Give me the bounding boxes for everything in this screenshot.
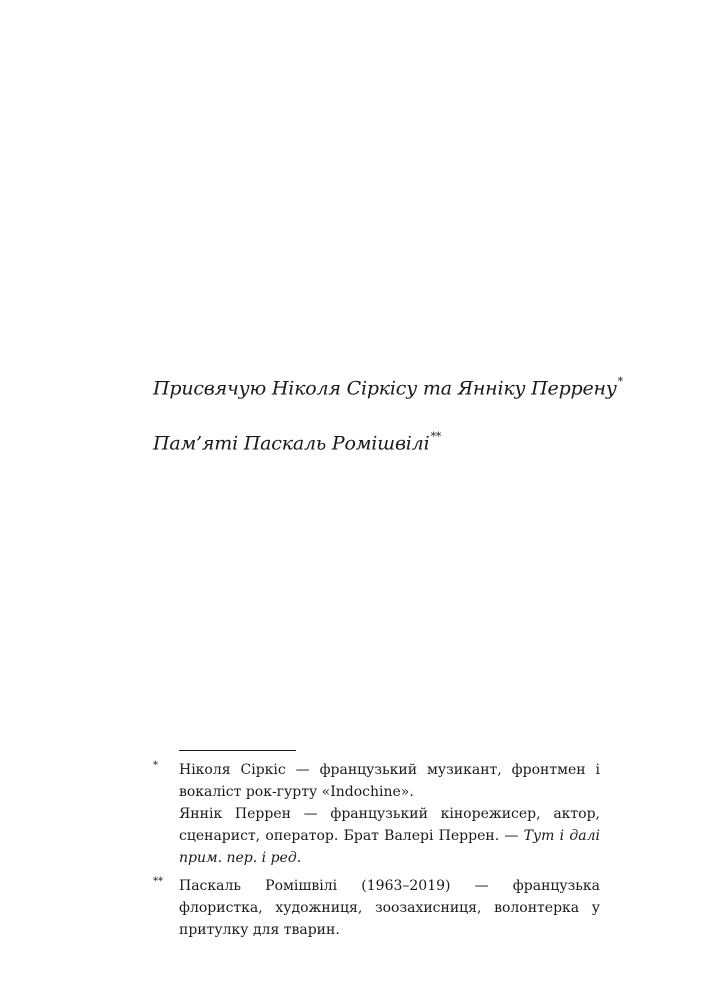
- footnote-marker-2: **: [153, 876, 163, 887]
- footnote-1-paragraph-1: Ніколя Сіркіс — французький музикант, фронтмен і вокаліст рок-гурту «Indochine».: [179, 762, 600, 800]
- footnote-2: [153, 875, 600, 941]
- footnote-ref-1[interactable]: *: [617, 375, 623, 388]
- footnote-separator: [179, 750, 296, 751]
- footnote-1-paragraph-2-text: Яннік Перрен — французький кінорежисер, актор, сценарист, оператор. Брат Валері Перрен. —: [179, 806, 600, 844]
- footnotes: [153, 750, 600, 941]
- footnote-ref-2[interactable]: **: [430, 430, 442, 444]
- dedication-text-2: Пам’яті Паскаль Ромішвілі: [153, 432, 430, 455]
- footnote-1-paragraph-2: [179, 803, 600, 869]
- footnote-2-paragraph-1: Паскаль Ромішвілі (1963–2019) — французька флористка, художниця, зоозахисниця, волонтерка у притулку для тварин.: [179, 878, 600, 938]
- dedication-text-1: Присвячую Ніколя Сіркісу та Янніку Перрену: [153, 377, 617, 400]
- footnote-1: [153, 759, 600, 869]
- dedication-line-2: [153, 425, 673, 457]
- dedication-line-1: [153, 370, 673, 402]
- dedication: [153, 370, 673, 458]
- footnote-1-editor-note: Тут і далі прим. пер. і ред.: [179, 828, 600, 866]
- footnote-marker-1: *: [153, 760, 158, 771]
